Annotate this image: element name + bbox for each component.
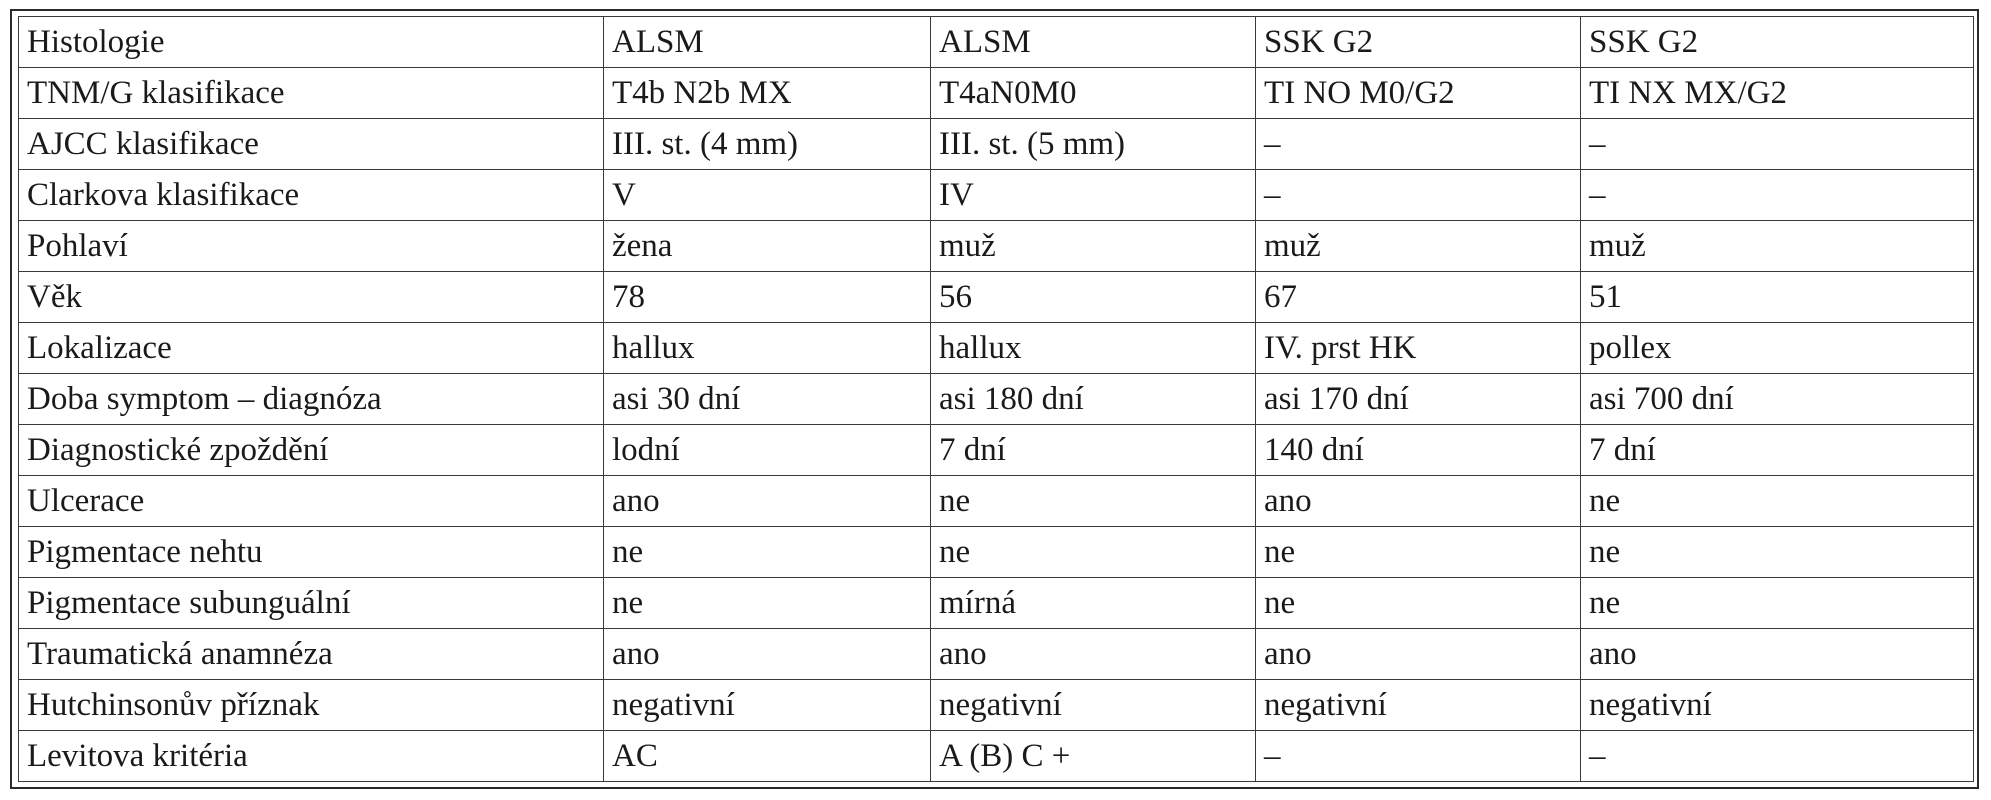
table-cell: III. st. (4 mm) xyxy=(604,119,931,170)
table-cell: AC xyxy=(604,731,931,782)
row-label: Lokalizace xyxy=(19,323,604,374)
table-cell: TI NX MX/G2 xyxy=(1581,68,1974,119)
table-row xyxy=(19,731,1974,782)
table-cell: ano xyxy=(1256,476,1581,527)
table-cell: ne xyxy=(1256,527,1581,578)
table-cell: 67 xyxy=(1256,272,1581,323)
table-cell: asi 30 dní xyxy=(604,374,931,425)
table-cell: lodní xyxy=(604,425,931,476)
table-row xyxy=(19,221,1974,272)
table-cell: – xyxy=(1581,119,1974,170)
table-cell: 7 dní xyxy=(931,425,1256,476)
table-cell: IV xyxy=(931,170,1256,221)
row-label: Histologie xyxy=(19,17,604,68)
row-label: Levitova kritéria xyxy=(19,731,604,782)
table-cell: ano xyxy=(1256,629,1581,680)
table-cell: ne xyxy=(1581,476,1974,527)
table-row xyxy=(19,323,1974,374)
table-row xyxy=(19,425,1974,476)
table-cell: ne xyxy=(604,578,931,629)
table-cell: SSK G2 xyxy=(1581,17,1974,68)
table-cell: – xyxy=(1256,731,1581,782)
table-row xyxy=(19,17,1974,68)
table-cell: – xyxy=(1256,170,1581,221)
table-cell: ne xyxy=(931,476,1256,527)
table-cell: V xyxy=(604,170,931,221)
table-row xyxy=(19,170,1974,221)
table-cell: 78 xyxy=(604,272,931,323)
table-cell: 7 dní xyxy=(1581,425,1974,476)
table-cell: ano xyxy=(604,476,931,527)
table-cell: 51 xyxy=(1581,272,1974,323)
table-cell: – xyxy=(1256,119,1581,170)
table-cell: ano xyxy=(604,629,931,680)
row-label: AJCC klasifikace xyxy=(19,119,604,170)
row-label: TNM/G klasifikace xyxy=(19,68,604,119)
table-row xyxy=(19,374,1974,425)
table-cell: ano xyxy=(1581,629,1974,680)
table-row xyxy=(19,119,1974,170)
table-cell: IV. prst HK xyxy=(1256,323,1581,374)
table-cell: negativní xyxy=(931,680,1256,731)
table-cell: T4aN0M0 xyxy=(931,68,1256,119)
table-cell: ALSM xyxy=(604,17,931,68)
table-cell: negativní xyxy=(1581,680,1974,731)
table-cell: hallux xyxy=(604,323,931,374)
row-label: Diagnostické zpoždění xyxy=(19,425,604,476)
table-row xyxy=(19,272,1974,323)
row-label: Věk xyxy=(19,272,604,323)
table-cell: pollex xyxy=(1581,323,1974,374)
row-label: Pigmentace subunguální xyxy=(19,578,604,629)
row-label: Pohlaví xyxy=(19,221,604,272)
table-cell: hallux xyxy=(931,323,1256,374)
table-cell: – xyxy=(1581,170,1974,221)
table-row xyxy=(19,578,1974,629)
row-label: Doba symptom – diagnóza xyxy=(19,374,604,425)
table-cell: TI NO M0/G2 xyxy=(1256,68,1581,119)
table-cell: 140 dní xyxy=(1256,425,1581,476)
data-table xyxy=(18,16,1974,782)
table-cell: ano xyxy=(931,629,1256,680)
table-cell: SSK G2 xyxy=(1256,17,1581,68)
table-cell: ne xyxy=(931,527,1256,578)
row-label: Clarkova klasifikace xyxy=(19,170,604,221)
table-cell: T4b N2b MX xyxy=(604,68,931,119)
table-row xyxy=(19,476,1974,527)
table-cell: negativní xyxy=(1256,680,1581,731)
table-cell: negativní xyxy=(604,680,931,731)
table-cell: asi 180 dní xyxy=(931,374,1256,425)
row-label: Pigmentace nehtu xyxy=(19,527,604,578)
row-label: Ulcerace xyxy=(19,476,604,527)
table-cell: ne xyxy=(1581,527,1974,578)
table-cell: žena xyxy=(604,221,931,272)
table-cell: – xyxy=(1581,731,1974,782)
table-cell: muž xyxy=(1581,221,1974,272)
table-cell: ne xyxy=(1256,578,1581,629)
table-row xyxy=(19,680,1974,731)
table-cell: muž xyxy=(931,221,1256,272)
table-cell: A (B) C + xyxy=(931,731,1256,782)
table-cell: mírná xyxy=(931,578,1256,629)
table-cell: asi 700 dní xyxy=(1581,374,1974,425)
table-cell: ALSM xyxy=(931,17,1256,68)
table-row xyxy=(19,68,1974,119)
table-cell: ne xyxy=(604,527,931,578)
table-row xyxy=(19,527,1974,578)
table-cell: asi 170 dní xyxy=(1256,374,1581,425)
table-cell: muž xyxy=(1256,221,1581,272)
table-row xyxy=(19,629,1974,680)
table-cell: 56 xyxy=(931,272,1256,323)
row-label: Hutchinsonův příznak xyxy=(19,680,604,731)
row-label: Traumatická anamnéza xyxy=(19,629,604,680)
table-cell: III. st. (5 mm) xyxy=(931,119,1256,170)
table-cell: ne xyxy=(1581,578,1974,629)
